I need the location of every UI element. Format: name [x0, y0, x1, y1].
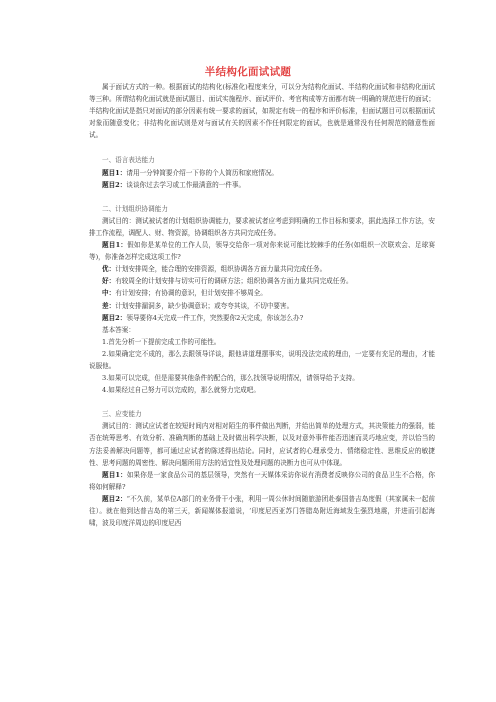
intro-paragraph: 属于面试方式的一种。根据面试的结构化(标准化)程度来分，可以分为结构化面试、半结构化面试和非结构化面试等三种。所谓结构化面试就是面试题目、面试实施程序、面试评价、考官构成等方面都有统一明确的规范进行的面试；半结构化面试是指只对面试的部分因素有统一要求的面试，如规定有统一的程序和评价标准，但面试题目可以根据面试对象而随意变化；非结构化面试则是对与面试有关的因素不作任何限定的面试，也就是通常没有任何规范的随意性面试。	[89, 83, 435, 140]
document-body	[89, 81, 435, 529]
grade-item	[89, 263, 435, 275]
grade-label: 优：	[102, 265, 116, 274]
question-item	[89, 469, 435, 493]
grade-text: 计划安排漏洞多，缺少协调意识；或夸夸其谈，不切中要害。	[115, 301, 294, 310]
question-item	[89, 239, 435, 263]
section-description: 测试目的：测试被试者的计划组织协调能力，要求被试者应考虑到明确的工作目标和要求，据此选择工作方法，安排工作流程，调配人、财、物资源，协调组织各方共同完成任务。	[89, 216, 435, 237]
question-label: 题目1：	[102, 168, 127, 177]
answer-item: 4.如果经过自己努力可以完成的，那么就努力完成吧。	[102, 386, 260, 395]
question-label: 题目2：	[102, 313, 127, 322]
question-item	[89, 312, 435, 324]
question-label: 题目1：	[102, 241, 128, 250]
grade-text: 有计划安排；有协调的意识，但计划安排不够周全。	[115, 289, 267, 298]
answer-item: 2.如果确定完不成的，那么去跟领导详谈，跟他讲道理摆事实，说明没法完成的理由，一定要有充足的理由，才能说服他。	[89, 349, 435, 370]
question-item	[89, 179, 435, 191]
question-text: 假如你是某单位的工作人员，领导交给你一项对你来说可能比较棘手的任务(如组织一次联欢会、足球赛等)，你准备怎样完成这项工作?	[89, 241, 435, 262]
grade-text: 有较周全的计划安排与切实可行的调研方法；组织协调各方面力量共同完成任务。	[115, 277, 353, 286]
question-label: 题目2：	[102, 180, 127, 189]
question-text: 如果你是一家食品公司的基层领导，突然有一天媒体采访你说有消费者反映你公司的食品卫生不合格，你将如何解释?	[89, 470, 436, 491]
answer-heading: 基本答案：	[102, 325, 135, 334]
question-text: “不久前，某单位A部门的业务骨干小张，利用一周公休时间随旅游团赴泰国普吉岛度假（其家属未一起前往）。就在他到达普吉岛的第三天，新闻媒体报道说，‘印度尼西亚苏门答腊岛附近海域发生强烈地震，并进而引起海啸，波及印度洋周边的印度尼西	[89, 494, 435, 528]
page-title: 半结构化面试试题	[204, 66, 292, 78]
question-text: 请用一分钟简要介绍一下你的个人简历和家庭情况。	[126, 168, 279, 177]
section-heading-planning: 二、计划组织协调能力	[102, 204, 168, 213]
section-description: 测试目的：测试应试者在较短时间内对相对陌生的事件做出判断，并给出简单的处理方式，其决策能力的强弱，能否在统筹思考、有效分析、准确判断的基础上及时做出科学决断，以及对意外事件能否迅速而灵巧地应变，并以恰当的方法妥善解决问题等，都可通过应试者的陈述得出结论。同时，应试者的心理承受力、情绪稳定性、思维反应的敏捷性、思考问题的周密性、解决问题所用方法的适宜性及处理问题的决断力也可从中体现。	[89, 422, 435, 467]
section-heading-adaptability: 三、应变能力	[102, 410, 142, 419]
grade-label: 好：	[102, 277, 116, 286]
grade-item	[89, 287, 435, 299]
question-text: 谈谈你过去学习或工作最满意的一件事。	[126, 180, 246, 189]
answer-item: 3.如果可以完成，但是需要其他条件的配合的，那么找领导说明情况，请领导给予支持。	[102, 374, 359, 383]
grade-label: 中：	[102, 289, 116, 298]
grade-label: 差：	[102, 301, 116, 310]
grade-text: 计划安排周全，能合理的安排资源，组织协调各方面力量共同完成任务。	[115, 265, 327, 274]
section-heading-language: 一、语言表达能力	[102, 156, 155, 165]
question-item	[89, 167, 435, 179]
grade-item	[89, 275, 435, 287]
question-label: 题目1：	[102, 470, 127, 479]
grade-item	[89, 300, 435, 312]
question-item	[89, 493, 435, 529]
answer-item: 1.首先分析一下提前完成工作的可能性。	[102, 337, 221, 346]
question-label: 题目2：	[102, 494, 127, 503]
question-text: 领导要你4天完成一件工作，突然要你2天完成，你该怎么办?	[126, 313, 304, 322]
